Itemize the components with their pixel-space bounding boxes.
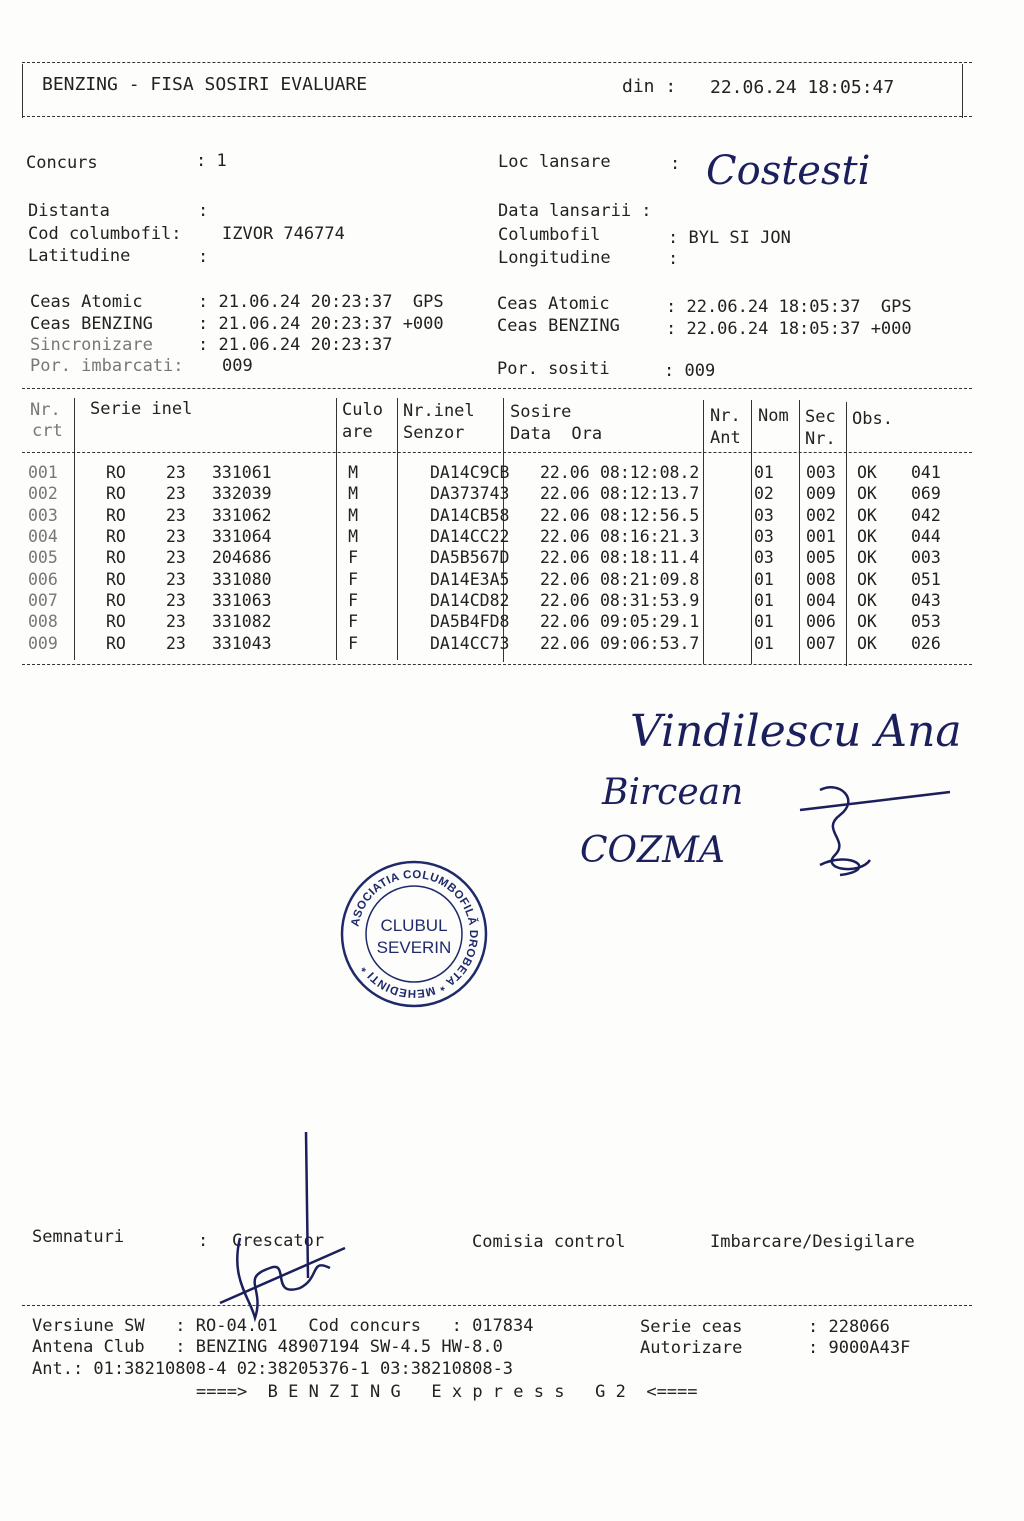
cell-senzor: DA5B4FD8: [430, 612, 510, 632]
cell-nom: 007: [806, 633, 836, 653]
club-stamp: [338, 858, 490, 1010]
sincronizare-value: : 21.06.24 20:23:37: [198, 335, 393, 355]
concurs-label: Concurs: [26, 153, 98, 173]
cell-an: 23: [166, 633, 186, 653]
cell-sec: OK: [857, 505, 877, 525]
columbofil-value: : BYL SI JON: [668, 228, 791, 248]
cell-culoare: [364, 505, 426, 526]
cell-ant: 01: [754, 463, 774, 483]
cell-inel: 332039: [212, 484, 272, 504]
table-row: [28, 483, 971, 504]
table-row: [28, 568, 971, 589]
cell-obs: 069: [911, 484, 941, 504]
col-sec-header-bottom: Nr.: [805, 429, 836, 449]
footer-top-rule: [22, 1305, 972, 1306]
cell-nom: 004: [806, 590, 836, 610]
por-imbarcati-label: Por. imbarcati:: [30, 356, 184, 376]
cell-ant: 01: [754, 633, 774, 653]
cell-nom: 009: [806, 484, 836, 504]
crescator-label: Crescator: [232, 1231, 325, 1251]
cell-sec: OK: [857, 633, 877, 653]
cell-data: 22.06: [540, 612, 590, 632]
col-senzor-header-top: Nr.inel: [403, 401, 475, 421]
cell-ant: 01: [754, 569, 774, 589]
cell-tara: RO: [106, 633, 126, 653]
cell-data: 22.06: [540, 569, 590, 589]
ceas-atomic-end-value: : 22.06.24 18:05:37 GPS: [666, 297, 912, 317]
footer-autorizare-label: Autorizare: [640, 1338, 743, 1358]
cell-nr: 009: [28, 633, 58, 653]
cell-obs: 053: [911, 612, 941, 632]
document-title: BENZING - FISA SOSIRI EVALUARE: [42, 74, 368, 95]
ceas-benzing-end-value: : 22.06.24 18:05:37 +000: [666, 319, 912, 339]
ceas-benzing-end-label: Ceas BENZING: [497, 316, 620, 336]
stamp-line-2: SEVERIN: [376, 938, 452, 957]
cell-senzor: DA5B567D: [430, 548, 510, 568]
cell-nr: 005: [28, 548, 58, 568]
cell-ora: 08:21:09.8: [600, 569, 700, 589]
cell-senzor: DA14C9CB: [430, 463, 510, 483]
cell-an: 23: [166, 484, 186, 504]
cell-sex: F: [348, 590, 358, 610]
handwritten-signature-scribble: [780, 770, 960, 880]
cell-an: 23: [166, 590, 186, 610]
cell-data: 22.06: [540, 505, 590, 525]
table-row: [28, 526, 971, 547]
stamp-line-1: CLUBUL: [380, 916, 448, 935]
col-nr-header-top: Nr.: [30, 400, 61, 420]
table-row: [28, 590, 971, 611]
por-sositi-value: : 009: [664, 361, 716, 381]
cell-an: 23: [166, 548, 186, 568]
cell-nr: 003: [28, 505, 58, 525]
cell-sex: F: [348, 612, 358, 632]
cell-data: 22.06: [540, 590, 590, 610]
cell-sec: OK: [857, 590, 877, 610]
loc-lansare-handwritten: Costesti: [706, 148, 871, 194]
col-ant-header-top: Nr.: [710, 406, 741, 426]
cell-nom: 006: [806, 612, 836, 632]
cell-an: 23: [166, 505, 186, 525]
col-nr-header-bottom: crt: [32, 421, 63, 441]
cell-sex: F: [348, 633, 358, 653]
cell-culoare: [364, 526, 426, 547]
cell-tara: RO: [106, 590, 126, 610]
cell-senzor: DA14CB58: [430, 505, 510, 525]
cell-nr: 007: [28, 590, 58, 610]
cell-obs: 026: [911, 633, 941, 653]
cell-nom: 003: [806, 463, 836, 483]
table-row: [28, 632, 971, 653]
por-sositi-label: Por. sositi: [497, 359, 610, 379]
cell-sec: OK: [857, 548, 877, 568]
cell-tara: RO: [106, 548, 126, 568]
cell-obs: 042: [911, 505, 941, 525]
arrivals-table: [28, 462, 971, 654]
cell-data: 22.06: [540, 527, 590, 547]
cell-data: 22.06: [540, 548, 590, 568]
cell-nom: 002: [806, 505, 836, 525]
cell-tara: RO: [106, 527, 126, 547]
cell-obs: 044: [911, 527, 941, 547]
cell-inel: 331064: [212, 527, 272, 547]
cell-culoare: [364, 632, 426, 653]
cell-ora: 09:06:53.7: [600, 633, 700, 653]
cell-inel: 331061: [212, 463, 272, 483]
cell-sex: F: [348, 548, 358, 568]
cell-senzor: DA14CC73: [430, 633, 510, 653]
cell-ora: 08:12:56.5: [600, 505, 700, 525]
data-lansarii-label: Data lansarii :: [498, 201, 652, 221]
comisia-control-label: Comisia control: [472, 1232, 626, 1252]
cell-inel: 331082: [212, 612, 272, 632]
cell-ant: 01: [754, 612, 774, 632]
cell-ora: 08:31:53.9: [600, 590, 700, 610]
cell-inel: 331063: [212, 590, 272, 610]
footer-serie-ceas-value: : 228066: [808, 1317, 890, 1337]
col-ant-header-bottom: Ant: [710, 428, 741, 448]
cell-sex: M: [348, 527, 358, 547]
cod-columbofil-value: IZVOR 746774: [222, 224, 345, 244]
cell-sex: M: [348, 505, 358, 525]
longitudine-label: Longitudine: [498, 248, 611, 268]
cell-obs: 051: [911, 569, 941, 589]
concurs-value: : 1: [196, 151, 227, 171]
handwritten-name-2: Bircean: [602, 772, 744, 813]
semnaturi-label: Semnaturi: [32, 1227, 125, 1247]
cell-inel: 204686: [212, 548, 272, 568]
cell-senzor: DA14CD82: [430, 590, 510, 610]
cell-data: 22.06: [540, 463, 590, 483]
crescator-signature: [210, 1128, 360, 1328]
cell-tara: RO: [106, 612, 126, 632]
cell-ant: 03: [754, 527, 774, 547]
col-senzor-header-bottom: Senzor: [403, 423, 465, 443]
col-culoare-header-bottom: are: [342, 422, 373, 442]
cell-data: 22.06: [540, 484, 590, 504]
cell-obs: 043: [911, 590, 941, 610]
cell-sec: OK: [857, 484, 877, 504]
col-sosire-header-top: Sosire: [510, 402, 572, 422]
cell-ora: 08:12:08.2: [600, 463, 700, 483]
distanta-sep: :: [198, 201, 209, 221]
footer-line-1-left: Versiune SW : RO-04.01 Cod concurs : 017834: [32, 1316, 534, 1336]
stamp-ring-text: ASOCIATIA COLUMBOFILĂ DROBETA * MEHEDINTI *: [349, 868, 480, 1000]
cell-ant: 03: [754, 548, 774, 568]
cell-sex: F: [348, 569, 358, 589]
cell-an: 23: [166, 612, 186, 632]
cell-culoare: [364, 568, 426, 589]
header-date-value: 22.06.24 18:05:47: [710, 77, 895, 98]
footer-antenna-ids: Ant.: 01:38210808-4 02:38205376-1 03:38210808-3: [32, 1359, 514, 1379]
cell-tara: RO: [106, 484, 126, 504]
footer-autorizare-value: : 9000A43F: [808, 1338, 911, 1358]
longitudine-sep: :: [668, 249, 679, 269]
col-serie-header: Serie inel: [90, 399, 193, 419]
cell-nr: 002: [28, 484, 58, 504]
cell-sec: OK: [857, 612, 877, 632]
cell-sex: M: [348, 463, 358, 483]
cell-sec: OK: [857, 569, 877, 589]
footer-serie-ceas-label: Serie ceas: [640, 1317, 743, 1337]
cell-nom: 008: [806, 569, 836, 589]
latitudine-label: Latitudine: [28, 246, 131, 266]
cell-obs: 003: [911, 548, 941, 568]
cell-inel: 331080: [212, 569, 272, 589]
col-nom-header: Nom: [758, 406, 789, 426]
cell-inel: 331062: [212, 505, 272, 525]
header-left-border: [22, 64, 23, 118]
header-bottom-rule: [22, 116, 972, 117]
cod-columbofil-label: Cod columbofil:: [28, 224, 182, 244]
cell-obs: 041: [911, 463, 941, 483]
footer-line-2-left: Antena Club : BENZING 48907194 SW-4.5 HW-8.0: [32, 1337, 503, 1357]
ceas-atomic-start-label: Ceas Atomic: [30, 292, 143, 312]
ceas-atomic-end-label: Ceas Atomic: [497, 294, 610, 314]
columbofil-label: Columbofil: [498, 225, 601, 245]
cell-data: 22.06: [540, 633, 590, 653]
table-row: [28, 611, 971, 632]
cell-ora: 08:12:13.7: [600, 484, 700, 504]
table-row: [28, 462, 971, 483]
cell-culoare: [364, 547, 426, 568]
por-imbarcati-value: 009: [222, 356, 253, 376]
col-sec-header-top: Sec: [805, 407, 836, 427]
cell-nr: 006: [28, 569, 58, 589]
loc-lansare-sep: :: [670, 154, 681, 174]
cell-sec: OK: [857, 463, 877, 483]
loc-lansare-label: Loc lansare: [498, 152, 611, 172]
cell-an: 23: [166, 569, 186, 589]
distanta-label: Distanta: [28, 201, 110, 221]
col-obs-header: Obs.: [852, 409, 893, 429]
handwritten-name-3: COZMA: [580, 830, 725, 871]
table-header-rule: [22, 452, 972, 453]
cell-ant: 02: [754, 484, 774, 504]
latitudine-sep: :: [198, 247, 209, 267]
col-culoare-header-top: Culo: [342, 400, 383, 420]
cell-nr: 004: [28, 527, 58, 547]
table-row: [28, 505, 971, 526]
cell-nom: 001: [806, 527, 836, 547]
cell-nr: 008: [28, 612, 58, 632]
ceas-benzing-start-label: Ceas BENZING: [30, 314, 153, 334]
handwritten-name-1: Vindilescu Ana: [630, 706, 962, 757]
cell-ora: 09:05:29.1: [600, 612, 700, 632]
ceas-benzing-start-value: : 21.06.24 20:23:37 +000: [198, 314, 444, 334]
table-top-rule: [22, 388, 972, 389]
cell-culoare: [364, 611, 426, 632]
cell-senzor: DA14E3A5: [430, 569, 510, 589]
cell-senzor: DA373743: [430, 484, 510, 504]
col-sosire-header-bottom: Data Ora: [510, 424, 603, 444]
cell-inel: 331043: [212, 633, 272, 653]
footer-brand-banner: ====> B E N Z I N G E x p r e s s G 2 <====: [196, 1382, 698, 1402]
table-row: [28, 547, 971, 568]
cell-tara: RO: [106, 463, 126, 483]
cell-nom: 005: [806, 548, 836, 568]
cell-ant: 01: [754, 590, 774, 610]
cell-nr: 001: [28, 463, 58, 483]
semnaturi-sep: :: [198, 1231, 209, 1251]
cell-tara: RO: [106, 505, 126, 525]
cell-senzor: DA14CC22: [430, 527, 510, 547]
cell-ora: 08:16:21.3: [600, 527, 700, 547]
cell-culoare: [364, 462, 426, 483]
table-bottom-rule: [22, 664, 972, 665]
cell-culoare: [364, 483, 426, 504]
cell-an: 23: [166, 527, 186, 547]
header-date-label: din :: [622, 76, 677, 97]
ceas-atomic-start-value: : 21.06.24 20:23:37 GPS: [198, 292, 444, 312]
cell-an: 23: [166, 463, 186, 483]
cell-ant: 03: [754, 505, 774, 525]
cell-sex: M: [348, 484, 358, 504]
cell-tara: RO: [106, 569, 126, 589]
imbarcare-desigilare-label: Imbarcare/Desigilare: [710, 1232, 915, 1252]
cell-sec: OK: [857, 527, 877, 547]
cell-ora: 08:18:11.4: [600, 548, 700, 568]
cell-culoare: [364, 590, 426, 611]
header-top-rule: [22, 62, 972, 63]
sincronizare-label: Sincronizare: [30, 335, 153, 355]
header-right-border: [962, 64, 963, 118]
